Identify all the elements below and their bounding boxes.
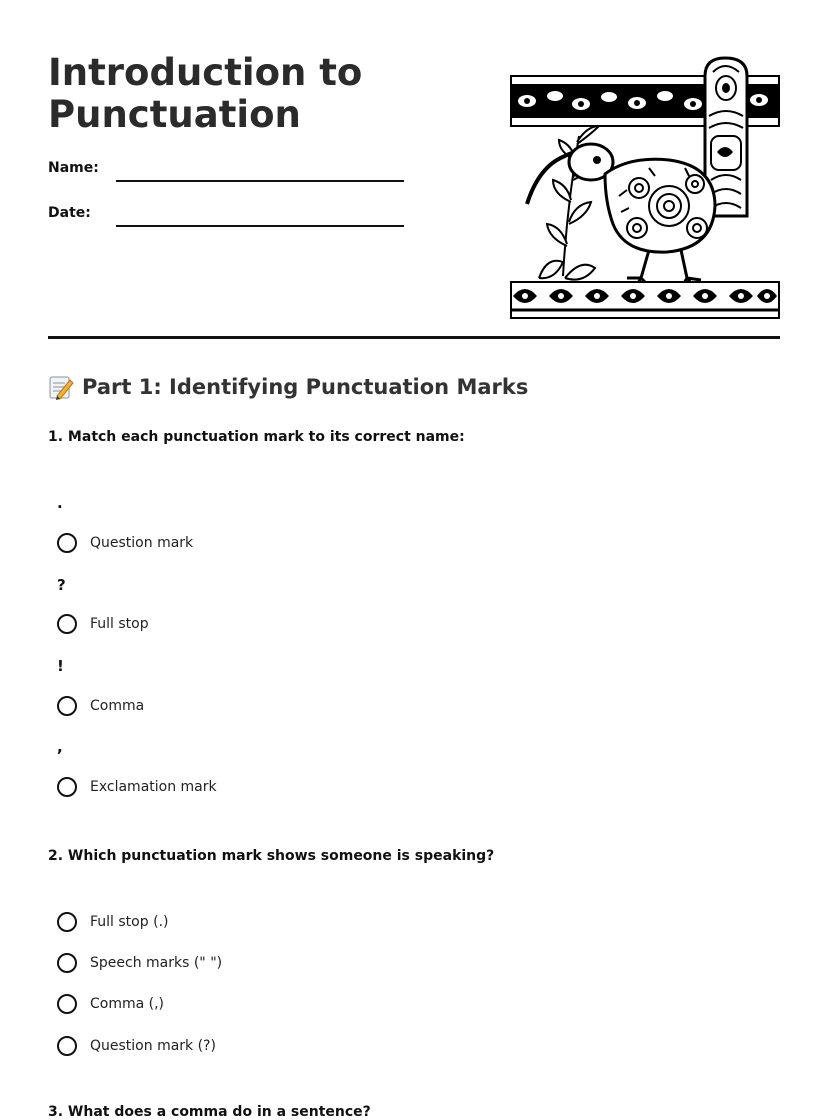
q1-option-question-mark[interactable] xyxy=(57,533,193,553)
memo-icon xyxy=(48,374,74,400)
radio-button[interactable] xyxy=(57,533,77,553)
radio-button[interactable] xyxy=(57,777,77,797)
question-3-text: 3. What does a comma do in a sentence? xyxy=(48,1104,371,1120)
q1-option-comma[interactable] xyxy=(57,696,144,716)
radio-button[interactable] xyxy=(57,1036,77,1056)
radio-button[interactable] xyxy=(57,614,77,634)
option-label: Full stop (.) xyxy=(90,914,169,930)
date-field[interactable] xyxy=(116,225,404,227)
radio-button[interactable] xyxy=(57,696,77,716)
section-heading-text: Part 1: Identifying Punctuation Marks xyxy=(82,375,529,399)
q2-option-full-stop[interactable] xyxy=(57,912,168,932)
date-label: Date: xyxy=(48,205,91,221)
title-line-1: Introduction to xyxy=(48,51,363,94)
q2-option-speech-marks[interactable] xyxy=(57,953,222,973)
question-2-text: 2. Which punctuation mark shows someone is speaking? xyxy=(48,848,495,864)
section-heading-part1 xyxy=(48,374,528,400)
punctuation-symbol: . xyxy=(57,494,63,512)
title-line-2: Punctuation xyxy=(48,93,301,136)
name-field[interactable] xyxy=(116,180,404,182)
radio-button[interactable] xyxy=(57,953,77,973)
radio-button[interactable] xyxy=(57,994,77,1014)
bottom-pattern-band xyxy=(511,282,779,318)
q1-option-exclamation-mark[interactable] xyxy=(57,777,217,797)
punctuation-symbol: , xyxy=(57,738,63,756)
option-label: Full stop xyxy=(90,616,149,632)
section-divider xyxy=(48,336,780,339)
name-label: Name: xyxy=(48,160,99,176)
punctuation-symbol: ! xyxy=(57,657,64,675)
page-title xyxy=(48,52,428,136)
option-label: Exclamation mark xyxy=(90,779,217,795)
option-label: Comma xyxy=(90,698,145,714)
option-label: Comma (,) xyxy=(90,996,165,1012)
q2-option-comma[interactable] xyxy=(57,994,164,1014)
radio-button[interactable] xyxy=(57,912,77,932)
option-label: Speech marks (" ") xyxy=(90,955,223,971)
q2-option-question-mark[interactable] xyxy=(57,1036,216,1056)
option-label: Question mark xyxy=(90,535,194,551)
option-label: Question mark (?) xyxy=(90,1038,216,1054)
question-1-text: 1. Match each punctuation mark to its correct name: xyxy=(48,429,465,445)
punctuation-symbol: ? xyxy=(57,576,66,594)
kiwi-bird-illustration xyxy=(509,56,781,320)
q1-option-full-stop[interactable] xyxy=(57,614,149,634)
